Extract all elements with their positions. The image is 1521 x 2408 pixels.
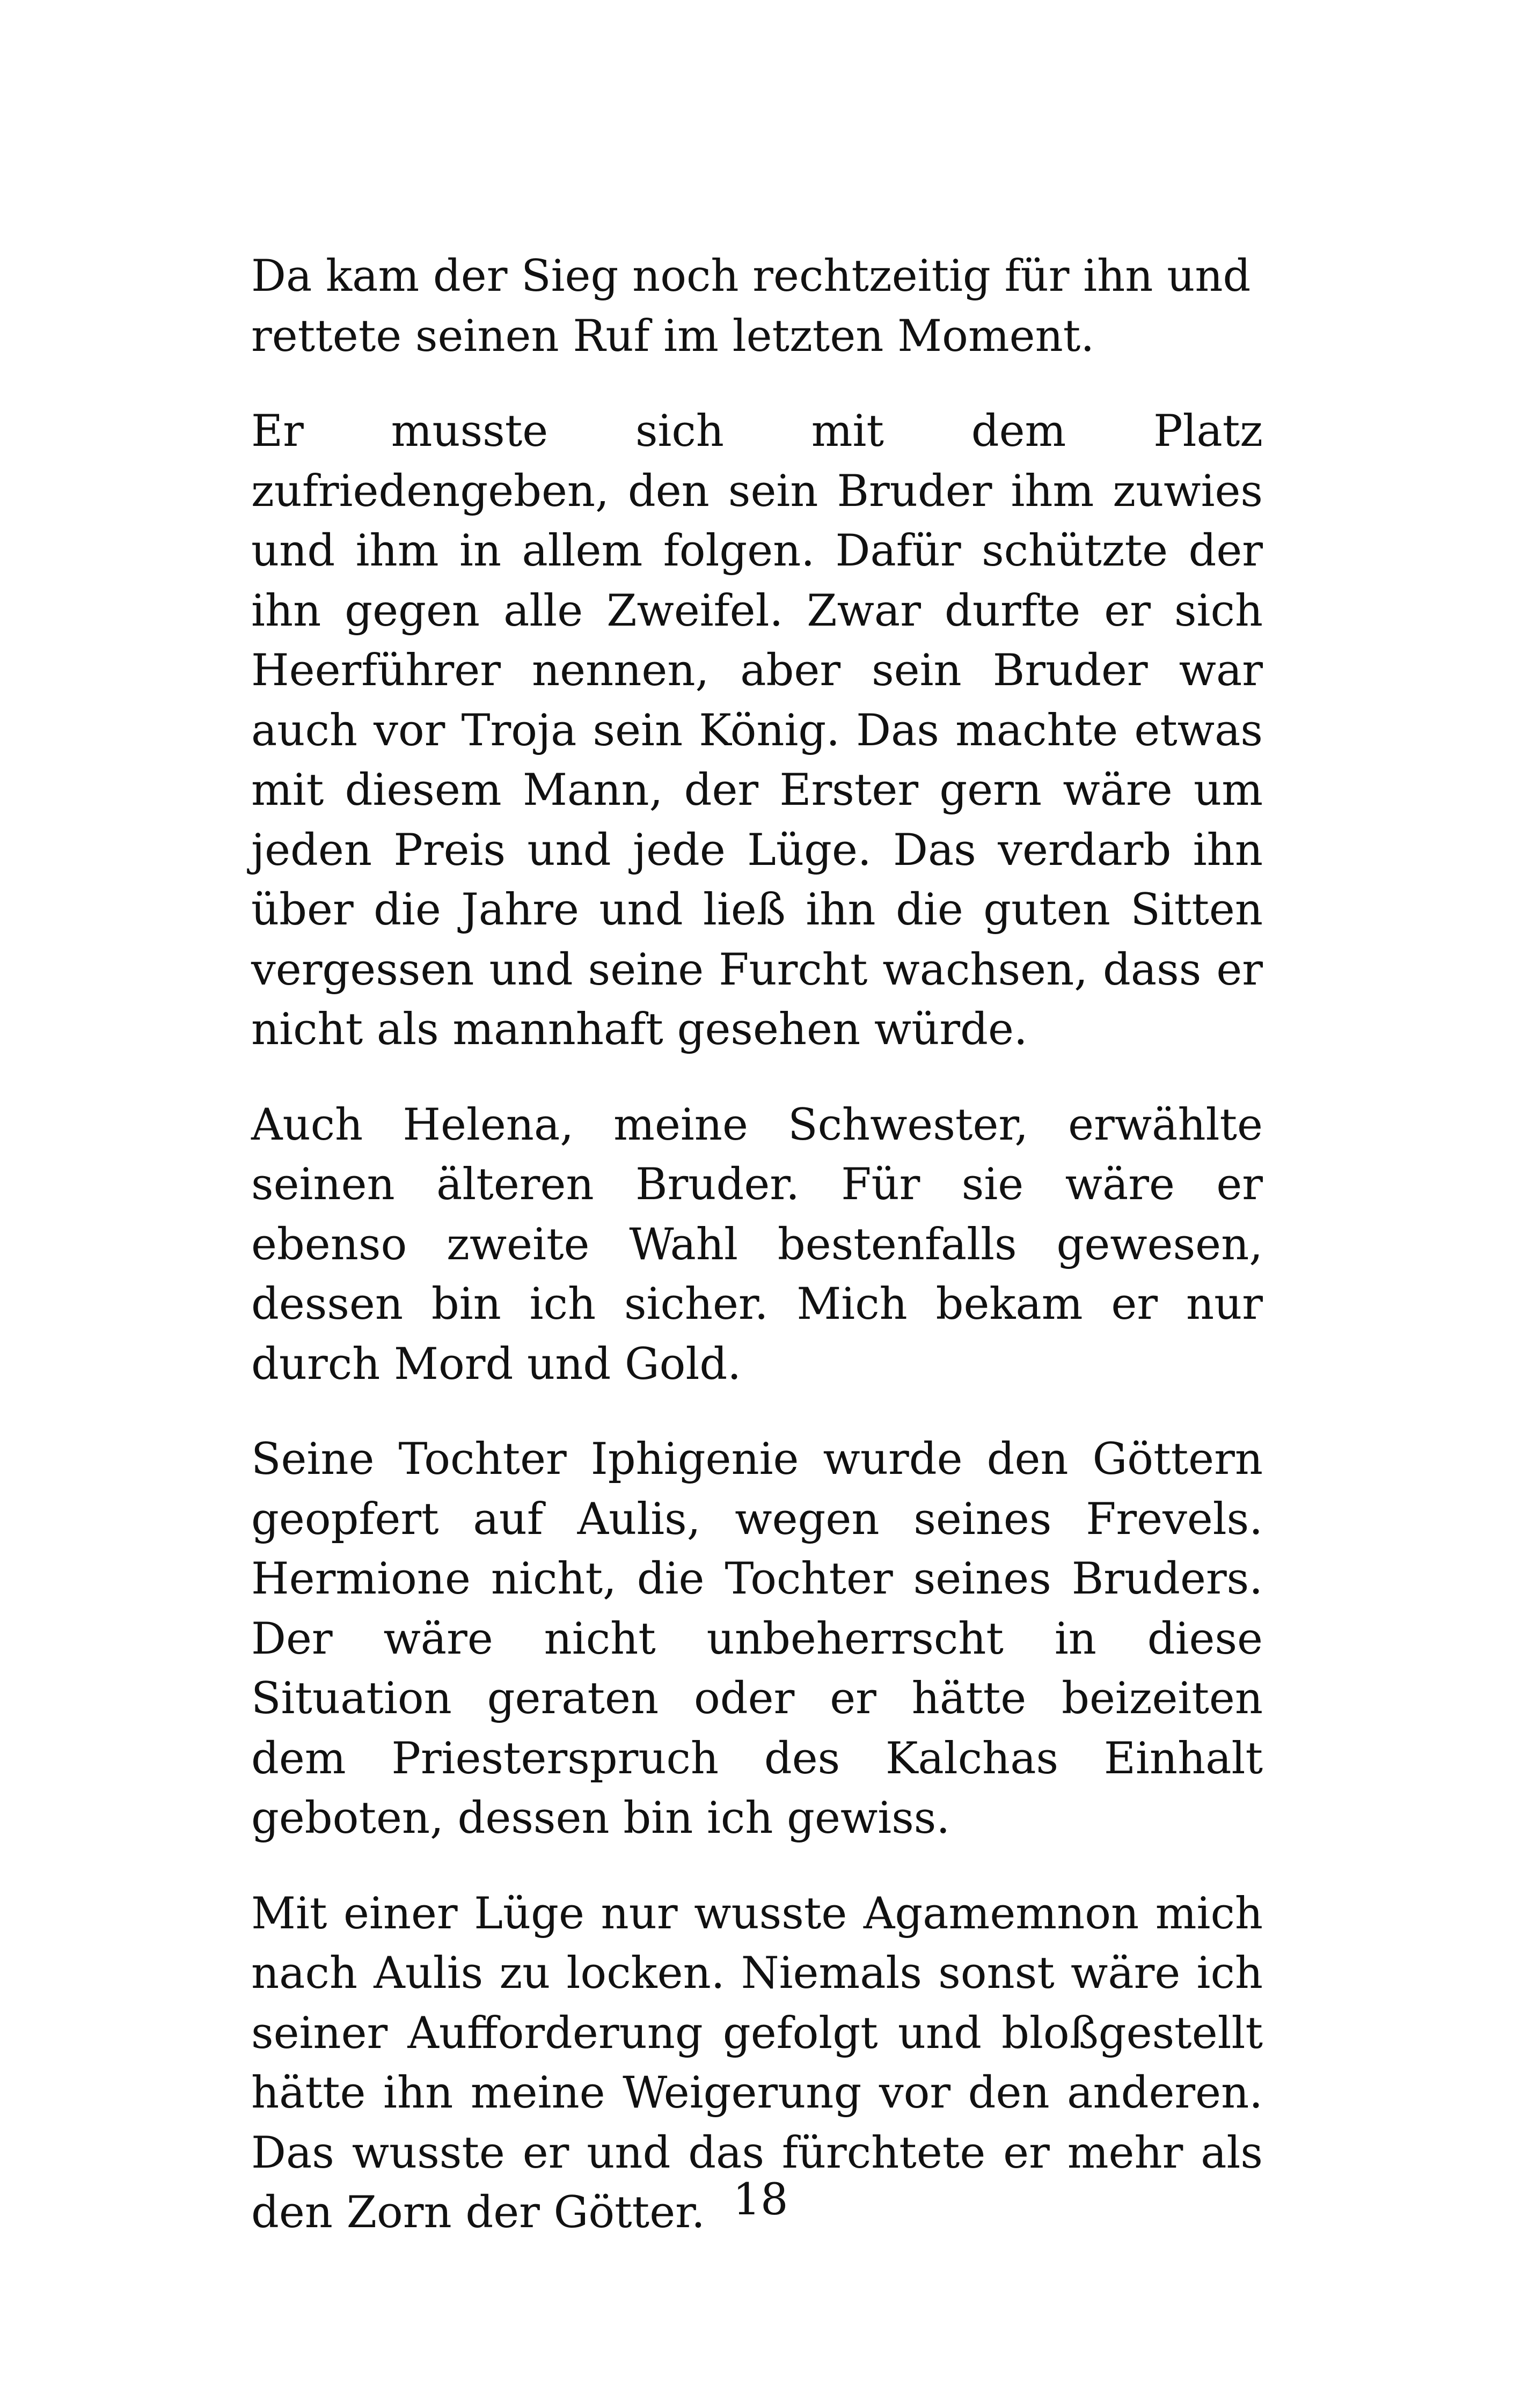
paragraph-3: Auch Helena, meine Schwester, erwählte seinen älteren Bruder. Für sie wäre er ebenso zweite Wahl bestenfalls gewesen, dessen bin ich sicher. Mich bekam er nur durch Mord und Gold. <box>251 1099 1263 1390</box>
body-text <box>251 247 1263 2279</box>
paragraph-4: Seine Tochter Iphigenie wurde den Göttern geopfert auf Aulis, wegen seines Frevels. Hermione nicht, die Tochter seines Bruders. Der wäre nicht unbeherrscht in diese Situation geraten oder er hätte beizeiten dem Priesterspruch des Kalchas Einhalt geboten, dessen bin ich gewiss. <box>251 1434 1263 1844</box>
paragraph-1: Da kam der Sieg noch rechtzeitig für ihn und rettete seinen Ruf im letzten Moment. <box>251 251 1251 362</box>
paragraph-2: Er musste sich mit dem Platz zufriedengeben, den sein Bruder ihm zuwies und ihm in allem folgen. Dafür schützte der ihn gegen alle Zweifel. Zwar durfte er sich Heerführer nennen, aber sein Bruder war auch vor Troja sein König. Das machte etwas mit diesem Mann, der Erster gern wäre um jeden Preis und jede Lüge. Das verdarb ihn über die Jahre und ließ ihn die guten Sitten vergessen und seine Furcht wachsen, dass er nicht als mannhaft gesehen würde. <box>251 406 1263 1055</box>
page-number: 18 <box>733 2175 788 2225</box>
paragraph-5: Mit einer Lüge nur wusste Agamemnon mich nach Aulis zu locken. Niemals sonst wäre ich seiner Aufforderung gefolgt und bloßgestellt hätte ihn meine Weigerung vor den anderen. Das wusste er und das fürchtete er mehr als den Zorn der Götter. <box>251 1888 1263 2238</box>
